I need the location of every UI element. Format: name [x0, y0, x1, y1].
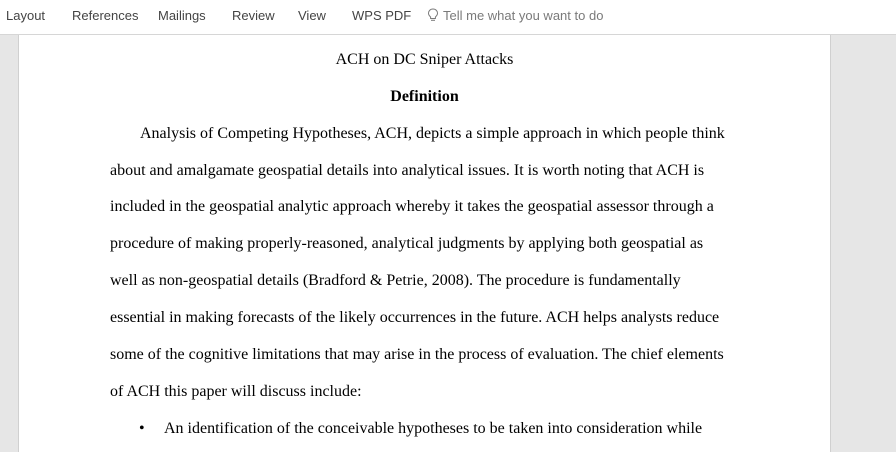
paragraph-line: procedure of making properly-reasoned, analytical judgments by applying both geospatial as: [110, 235, 704, 252]
document-title: ACH on DC Sniper Attacks: [335, 51, 514, 68]
bullet-list-item: An identification of the conceivable hypotheses to be taken into consideration while: [164, 420, 703, 437]
document-page[interactable]: [18, 35, 831, 452]
paragraph-line: essential in making forecasts of the likely occurrences in the future. ACH helps analysts reduce: [110, 309, 720, 326]
lightbulb-icon: [427, 8, 439, 22]
tab-layout[interactable]: Layout: [6, 8, 46, 23]
paragraph-line: Analysis of Competing Hypotheses, ACH, depicts a simple approach in which people think: [140, 125, 725, 142]
tab-review[interactable]: Review: [232, 8, 275, 23]
bullet-marker: •: [139, 420, 145, 437]
paragraph-line: well as non-geospatial details (Bradford & Petrie, 2008). The procedure is fundamentally: [110, 272, 681, 289]
tab-mailings[interactable]: Mailings: [158, 8, 206, 23]
tell-me-placeholder: Tell me what you want to do: [443, 8, 604, 23]
paragraph-line: about and amalgamate geospatial details into analytical issues. It is worth noting that ACH is: [110, 162, 705, 179]
tab-wps-pdf[interactable]: WPS PDF: [352, 8, 412, 23]
tab-view[interactable]: View: [298, 8, 326, 23]
paragraph-line: some of the cognitive limitations that may arise in the process of evaluation. The chief elements: [110, 346, 724, 363]
tab-references[interactable]: References: [72, 8, 139, 23]
paragraph-line: of ACH this paper will discuss include:: [110, 383, 362, 400]
ribbon-tab-bar: [0, 0, 896, 35]
tell-me-search[interactable]: [427, 8, 603, 23]
paragraph-line: included in the geospatial analytic approach whereby it takes the geospatial assessor through a: [110, 198, 714, 215]
section-heading-definition: Definition: [390, 88, 459, 105]
